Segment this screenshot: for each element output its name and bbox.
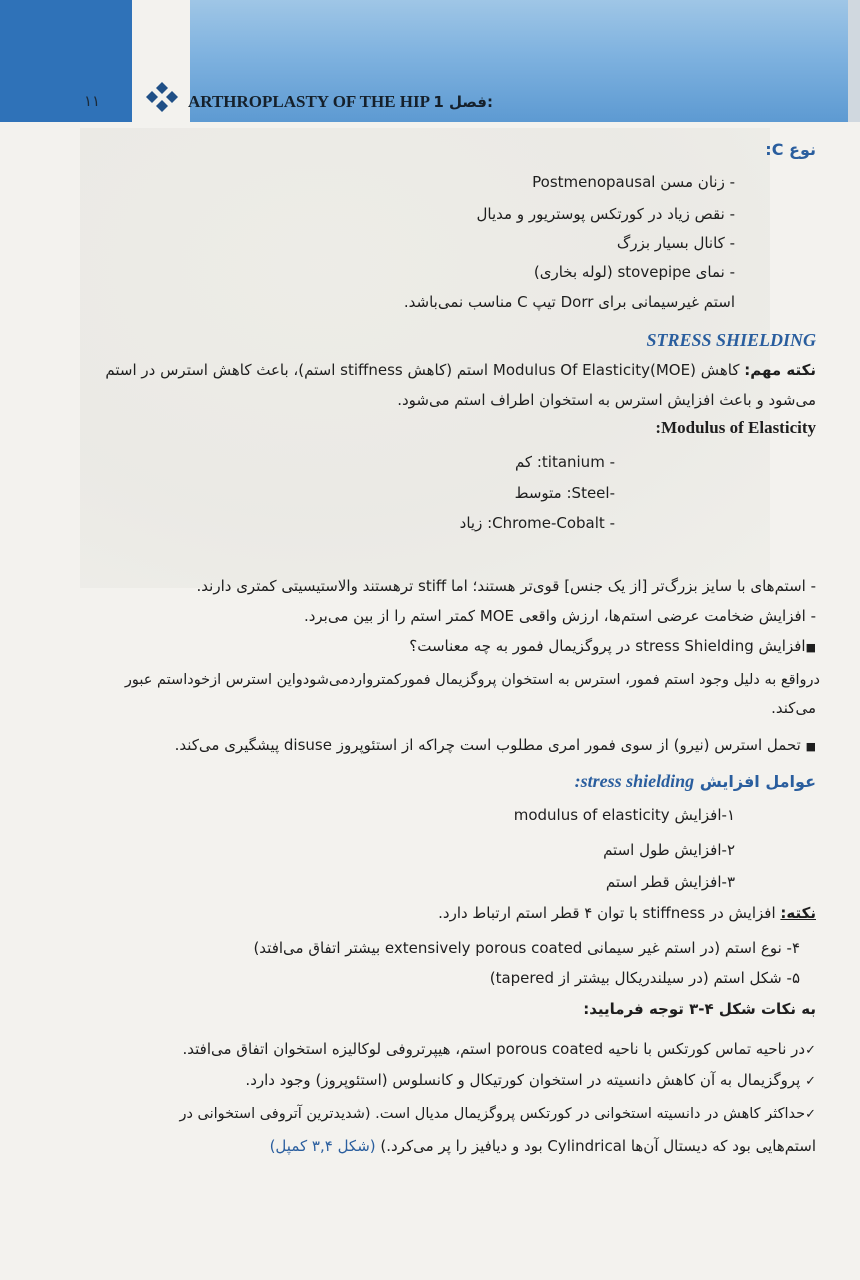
answer-text: درواقع به دلیل وجود استم فمور، استرس به استخوان پروگزیمال فمورکمتروارد‌می‌شودواین استرس ازخوداستم عبور xyxy=(124,672,820,688)
factors-heading-en: stress shielding: xyxy=(574,771,695,791)
stress-shielding-heading: STRESS SHIELDING xyxy=(646,330,816,350)
note-text-cont: می‌شود و باعث افزایش استرس به استخوان اطراف استم می‌شود. xyxy=(397,391,816,409)
page-number: ۱۱ xyxy=(84,92,101,110)
square-bullet-icon: ■ xyxy=(805,740,816,753)
factor-item: ۱-افزایش modulus of elasticity xyxy=(513,806,735,824)
factor-note-text: افزایش در stiffness با توان ۴ قطر استم ارتباط دارد. xyxy=(438,904,776,922)
moe-heading: Modulus of Elasticity: xyxy=(655,418,816,437)
checkmark-icon: ✓ xyxy=(805,1043,816,1058)
figure-note-text: در ناحیه تماس کورتکس با ناحیه porous coated استم، هیپرتروفی لوکالیزه استخوان اتفاق می‌افتد. xyxy=(182,1040,806,1058)
tolerance-line xyxy=(40,733,816,759)
factors-heading xyxy=(40,769,816,794)
checkmark-icon: ✓ xyxy=(805,1074,816,1089)
factor-item: ۲-افزایش طول استم xyxy=(603,841,735,859)
list-item: - کانال بسیار بزرگ xyxy=(616,234,735,252)
note-label: نکته مهم: xyxy=(744,361,816,379)
figure-note-text: استم‌هایی بود که دیستال آن‌ها Cylindrical بود و دیافیز را پر می‌کرد.) xyxy=(380,1137,816,1155)
type-c-heading: نوع C: xyxy=(765,140,816,159)
type-c-conclusion: استم غیرسیمانی برای Dorr تیپ C مناسب نمی‌باشد. xyxy=(403,293,735,311)
moe-item: - titanium: کم xyxy=(514,453,615,471)
factor-item: ۳-افزایش قطر استم xyxy=(605,873,735,891)
factor-item: ۴- نوع استم (در استم غیر سیمانی extensively porous coated بیشتر اتفاق می‌افتد) xyxy=(253,939,800,957)
moe-item: -Steel: متوسط xyxy=(514,484,615,502)
answer-text-cont: می‌کند. xyxy=(771,699,816,717)
chapter-title-en: ARTHROPLASTY OF THE HIP xyxy=(188,92,430,111)
note-text: کاهش Modulus Of Elasticity(MOE) استم (کاهش stiffness استم)، باعث کاهش استرس در استم xyxy=(105,361,740,379)
figure-note-text: پروگزیمال به آن کاهش دانسیته در استخوان کورتیکال و کانسلوس (استئوپروز) وجود دارد. xyxy=(245,1071,801,1089)
moe-item: - Chrome-Cobalt: زیاد xyxy=(459,514,615,532)
figure-note-text: حداکثر کاهش در دانسیته استخوانی در کورتکس پروگزیمال مدیال است. (شدیدترین آتروفی استخوانی در xyxy=(179,1106,806,1122)
list-item: - زنان مسن Postmenopausal xyxy=(532,173,735,191)
chapter-label: فصل 1: xyxy=(433,93,493,111)
figure-notes-heading: به نکات شکل ۴-۳ توجه فرمایید: xyxy=(583,1000,816,1018)
bullet-item: - افزایش ضخامت عرضی استم‌ها، ارزش واقعی MOE کمتر استم را از بین می‌برد. xyxy=(303,607,816,625)
figure-reference: (شکل ۳,۴ کمپل) xyxy=(269,1137,376,1155)
factors-heading-fa: عوامل افزایش xyxy=(699,772,816,791)
list-item: - نمای stovepipe (لوله بخاری) xyxy=(533,263,735,281)
question-line xyxy=(40,634,816,660)
figure-note-cont xyxy=(40,1134,816,1158)
figure-note-item xyxy=(40,1102,816,1127)
important-note xyxy=(40,358,816,382)
tolerance-text: تحمل استرس (نیرو) از سوی فمور امری مطلوب است چراکه از استئوپروز disuse پیشگیری می‌کند. xyxy=(174,736,801,754)
list-item: - نقص زیاد در کورتکس پوستریور و مدیال xyxy=(476,205,735,223)
factor-note-label: نکته: xyxy=(780,904,816,922)
factor-note xyxy=(40,901,816,925)
square-bullet-icon: ■ xyxy=(805,641,816,654)
bullet-item: - استم‌های با سایز بزرگ‌تر [از یک جنس] قوی‌تر هستند؛ اما stiff ترهستند والاستیسیتی کمتری دارند. xyxy=(196,577,816,595)
factor-item: ۵- شکل استم (در سیلندریکال بیشتر از tapered) xyxy=(489,969,800,987)
question-text: افزایش stress Shielding در پروگزیمال فمور به چه معناست؟ xyxy=(409,637,806,655)
figure-note-item xyxy=(40,1037,816,1063)
figure-note-item xyxy=(40,1068,816,1094)
checkmark-icon: ✓ xyxy=(805,1107,816,1122)
